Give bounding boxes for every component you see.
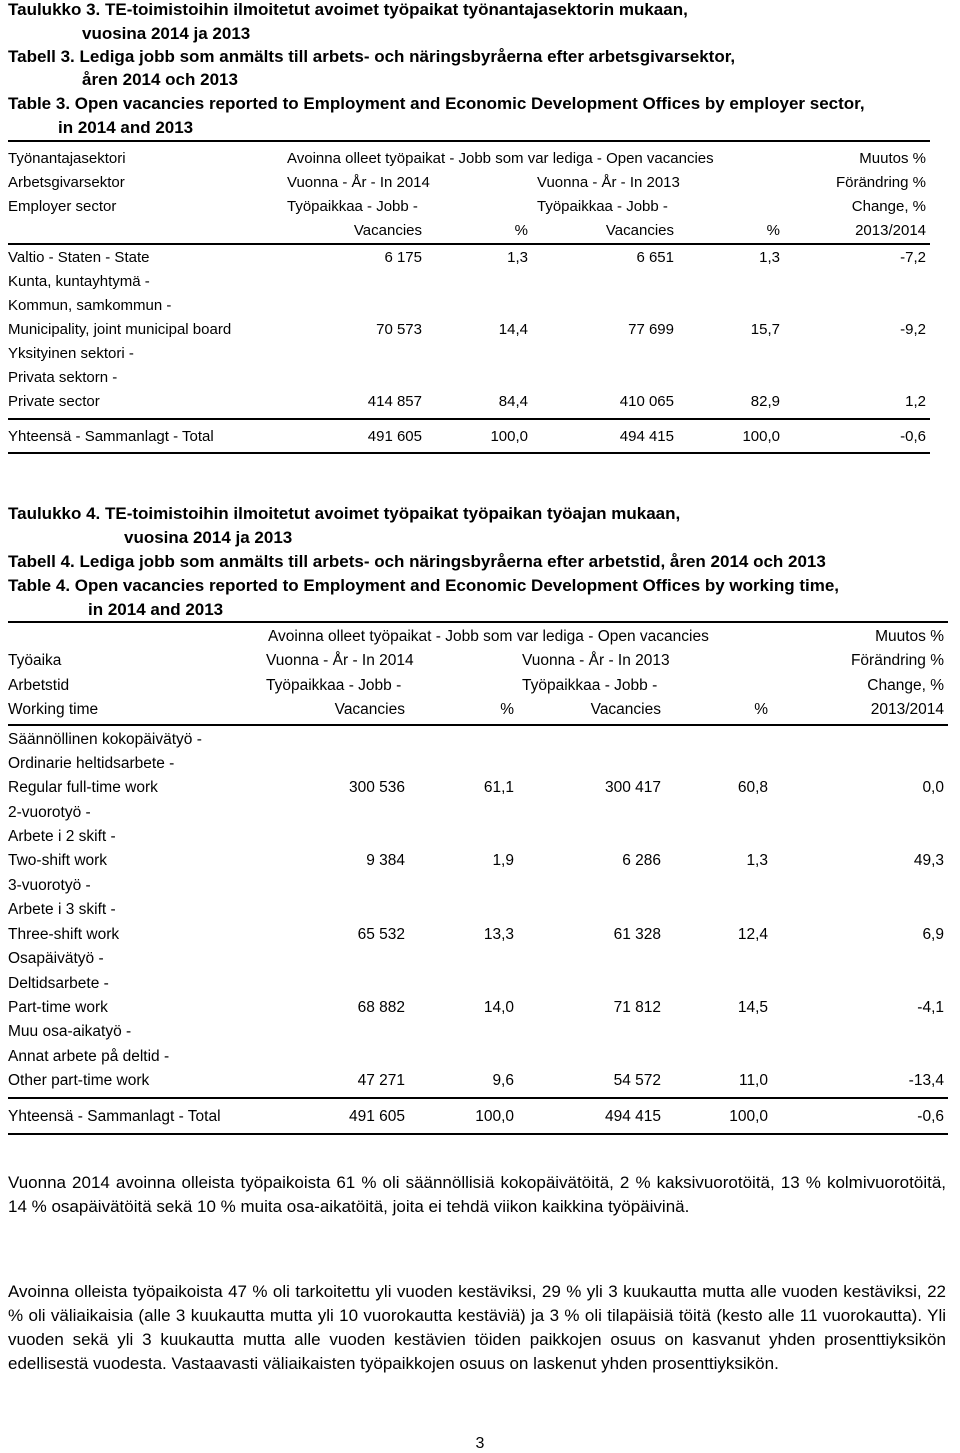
table4-header-rule	[8, 724, 948, 726]
table3-cell-v2013: 6 651	[636, 249, 674, 266]
table4-row-label: Osapäivätyö -	[8, 950, 104, 967]
table4-total-p2014: 100,0	[475, 1108, 514, 1125]
table3-cell-change: -9,2	[900, 321, 926, 338]
table3-total-v2013: 494 415	[619, 428, 674, 445]
table4-row-label: Säännöllinen kokopäivätyö -	[8, 731, 202, 748]
table3-cell-p2014: 14,4	[498, 321, 528, 338]
table3-total-label: Yhteensä - Sammanlagt - Total	[8, 428, 214, 445]
body-paragraph-duration: Avoinna olleista työpaikoista 47 % oli tarkoitettu yli vuoden kestäviksi, 29 % yli 3 kuukautta mutta alle vuoden kestäviksi, 22 % oli väliaikaisia (alle 3 kuukautta mutta yli 10 vuorokautta kestäviä) ja 3 % oli tilapäisiä töitä (kesto alle 11 vuorokautta). Yli vuoden sekä yli 3 kuukautta mutta alle vuoden kestävien töiden paikkojen osuus on kasvanut yhden prosenttiyksikön edellisestä vuodesta. Vastaavasti väliaikaisten työpaikkojen osuus on laskenut yhden prosenttiyksikön.	[8, 1282, 946, 1373]
table3-year2013-header: Vuonna - År - In 2013	[537, 174, 680, 191]
table4-cell-v2014: 65 532	[357, 926, 405, 943]
table4-cell-v2013: 300 417	[604, 779, 661, 796]
table4-cell-v2013: 54 572	[613, 1072, 661, 1089]
table4-bottom-rule	[8, 1133, 948, 1135]
table4-total-p2013: 100,0	[729, 1108, 768, 1125]
table3-caption-en-years: in 2014 and 2013	[58, 118, 194, 137]
table3-vacancies-header-2014: Vacancies	[353, 222, 422, 239]
table4-jobs-header-2013: Työpaikkaa - Jobb -	[522, 677, 658, 694]
table4-rowhead-en: Working time	[8, 701, 99, 718]
table3-cell-change: -7,2	[900, 249, 926, 266]
table3-bottom-rule	[8, 452, 930, 454]
table3-total-rule	[8, 418, 930, 420]
table4-caption-fi: Taulukko 4. TE-toimistoihin ilmoitetut avoimet työpaikat työpaikan työajan mukaan,	[8, 504, 681, 523]
table4-caption-en: Table 4. Open vacancies reported to Employment and Economic Development Offices by working time,	[8, 576, 839, 595]
table4-cell-change: 49,3	[913, 852, 944, 869]
table4-cell-p2014: 13,3	[483, 926, 514, 943]
table4-cell-change: -13,4	[908, 1072, 944, 1089]
table4-cell-change: 0,0	[922, 779, 944, 796]
table4-row-label: 2-vuorotyö -	[8, 804, 91, 821]
table4-row-label: Arbete i 3 skift -	[8, 901, 116, 918]
table3-cell-v2014: 414 857	[367, 393, 422, 410]
table3-total-p2013: 100,0	[742, 428, 780, 445]
table4-cell-p2014: 1,9	[492, 852, 514, 869]
table3-row-label: Valtio - Staten - State	[8, 249, 150, 266]
table3-change-header-fi: Muutos %	[859, 150, 926, 167]
table4-cell-change: 6,9	[922, 926, 944, 943]
table3-cell-change: 1,2	[905, 393, 926, 410]
table4-pct-header-2014: %	[500, 701, 514, 718]
table3-rowhead-fi: Työnantajasektori	[8, 150, 126, 167]
table4-change-header-en: Change, %	[867, 677, 944, 694]
table4-row-label: Other part-time work	[8, 1072, 150, 1089]
table4-row-label: Part-time work	[8, 999, 108, 1016]
table3-cell-v2013: 77 699	[628, 321, 674, 338]
table4-change-header-period: 2013/2014	[870, 701, 944, 718]
table4-cell-p2013: 11,0	[738, 1072, 768, 1089]
table3-row-label: Kunta, kuntayhtymä -	[8, 273, 150, 290]
table3-cell-v2013: 410 065	[619, 393, 674, 410]
table3-caption-sv: Tabell 3. Lediga jobb som anmälts till arbets- och näringsbyråerna efter arbetsgivarsektor,	[8, 47, 736, 66]
table3-vacancies-header-2013: Vacancies	[605, 222, 674, 239]
table3-row-label: Privata sektorn -	[8, 369, 118, 386]
table3-change-header-sv: Förändring %	[835, 174, 926, 191]
table4-cell-p2014: 9,6	[492, 1072, 514, 1089]
table3-row-label: Kommun, samkommun -	[8, 297, 172, 314]
table4-vacancies-header-2013: Vacancies	[590, 701, 661, 718]
page-number: 3	[475, 1435, 485, 1452]
table3-cell-p2013: 82,9	[750, 393, 780, 410]
table3-cell-p2014: 84,4	[498, 393, 528, 410]
table3-caption-en: Table 3. Open vacancies reported to Employment and Economic Development Offices by employer sector,	[8, 94, 865, 113]
table3-group-header: Avoinna olleet työpaikat - Jobb som var lediga - Open vacancies	[287, 150, 714, 167]
table3-row-label: Municipality, joint municipal board	[8, 321, 232, 338]
table4-row-label: Three-shift work	[8, 926, 120, 943]
table4-pct-header-2013: %	[754, 701, 768, 718]
body-paragraph-working-time: Vuonna 2014 avoinna olleista työpaikoista 61 % oli säännöllisiä kokopäivätöitä, 2 % kaksivuorotöitä, 13 % kolmivuorotöitä, 14 % osapäivätöitä sekä 10 % muita osa-aikatöitä, joita ei tehdä viikon kaikkina työpäivinä.	[8, 1173, 946, 1216]
table3-jobs-header-2013: Työpaikkaa - Jobb -	[537, 198, 668, 215]
table4-change-header-fi: Muutos %	[875, 628, 944, 645]
table4-cell-p2014: 61,1	[483, 779, 514, 796]
table4-cell-v2014: 68 882	[357, 999, 405, 1016]
table3-caption-fi: Taulukko 3. TE-toimistoihin ilmoitetut avoimet työpaikat työnantajasektorin mukaan,	[8, 0, 688, 19]
table4-year2013-header: Vuonna - År - In 2013	[522, 652, 670, 669]
table3-top-rule	[8, 140, 930, 142]
table3-total-p2014: 100,0	[490, 428, 528, 445]
table3-cell-p2014: 1,3	[507, 249, 528, 266]
table4-cell-p2013: 60,8	[737, 779, 768, 796]
table3-change-header-en: Change, %	[851, 198, 926, 215]
table4-row-label: Deltidsarbete -	[8, 975, 109, 992]
table4-cell-v2014: 9 384	[366, 852, 405, 869]
table3-caption-sv-years: åren 2014 och 2013	[82, 70, 238, 89]
table4-row-label: Two-shift work	[8, 852, 108, 869]
table4-cell-v2013: 61 328	[613, 926, 661, 943]
table3-cell-p2013: 15,7	[750, 321, 780, 338]
table3-row-label: Yksityinen sektori -	[8, 345, 134, 362]
table3-rowhead-sv: Arbetsgivarsektor	[8, 174, 125, 191]
table3-cell-v2014: 6 175	[384, 249, 422, 266]
table4-caption-fi-years: vuosina 2014 ja 2013	[124, 528, 293, 547]
table4-row-label: Regular full-time work	[8, 779, 158, 796]
table4-total-v2013: 494 415	[604, 1108, 661, 1125]
table4-vacancies-header-2014: Vacancies	[334, 701, 405, 718]
table4-group-header: Avoinna olleet työpaikat - Jobb som var lediga - Open vacancies	[268, 628, 709, 645]
table4-cell-v2013: 71 812	[613, 999, 661, 1016]
table3-header-rule	[8, 243, 930, 245]
table4-total-rule	[8, 1097, 948, 1099]
table3-caption-fi-years: vuosina 2014 ja 2013	[82, 24, 251, 43]
table4-total-v2014: 491 605	[348, 1108, 405, 1125]
table3-cell-p2013: 1,3	[759, 249, 780, 266]
table3-year2014-header: Vuonna - År - In 2014	[287, 174, 430, 191]
table4-row-label: Annat arbete på deltid -	[8, 1048, 170, 1065]
table4-row-label: Arbete i 2 skift -	[8, 828, 116, 845]
table3-pct-header-2013: %	[766, 222, 780, 239]
table4-cell-p2013: 12,4	[737, 926, 768, 943]
table3-total-change: -0,6	[900, 428, 926, 445]
table4-row-label: Ordinarie heltidsarbete -	[8, 755, 175, 772]
table4-row-label: Muu osa-aikatyö -	[8, 1023, 132, 1040]
table4-cell-p2014: 14,0	[483, 999, 514, 1016]
table3-pct-header-2014: %	[514, 222, 528, 239]
table4-jobs-header-2014: Työpaikkaa - Jobb -	[266, 677, 402, 694]
table4-year2014-header: Vuonna - År - In 2014	[266, 652, 414, 669]
table3-row-label: Private sector	[8, 393, 100, 410]
table4-change-header-sv: Förändring %	[850, 652, 944, 669]
table4-cell-p2013: 14,5	[737, 999, 768, 1016]
table3-change-header-period: 2013/2014	[855, 222, 926, 239]
table4-total-change: -0,6	[917, 1108, 944, 1125]
table4-caption-sv: Tabell 4. Lediga jobb som anmälts till arbets- och näringsbyråerna efter arbetstid, åren 2014 och 2013	[8, 552, 826, 571]
table3-jobs-header-2014: Työpaikkaa - Jobb -	[287, 198, 418, 215]
table4-total-label: Yhteensä - Sammanlagt - Total	[8, 1108, 221, 1125]
table3-total-v2014: 491 605	[367, 428, 422, 445]
table4-caption-en-years: in 2014 and 2013	[88, 600, 224, 619]
table4-cell-p2013: 1,3	[746, 852, 768, 869]
table4-top-rule	[8, 621, 948, 623]
table4-cell-v2013: 6 286	[622, 852, 661, 869]
table4-cell-v2014: 47 271	[357, 1072, 405, 1089]
table4-rowhead-fi: Työaika	[8, 652, 62, 669]
table3-rowhead-en: Employer sector	[8, 198, 117, 215]
table4-cell-change: -4,1	[917, 999, 944, 1016]
table4-rowhead-sv: Arbetstid	[8, 677, 70, 694]
table4-cell-v2014: 300 536	[348, 779, 405, 796]
table3-cell-v2014: 70 573	[376, 321, 422, 338]
table4-row-label: 3-vuorotyö -	[8, 877, 91, 894]
